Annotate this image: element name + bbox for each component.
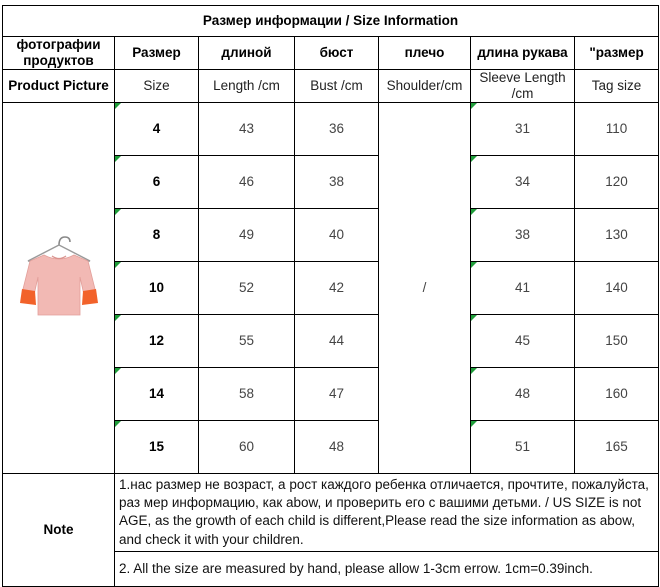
header-ru-size: Размер (115, 37, 199, 70)
header-ru-picture: фотографии продуктов (3, 37, 115, 70)
note-text-1: 1.нас размер не возраст, а рост каждого ребенка отличается, прочтите, пожалуйста, раз мер информацию, как abow, и проверить его с вашими детьми. / US SIZE is not AGE, as the growth of each child is different,Please read the size information as abow, and check it with your children. (115, 474, 659, 552)
size-cell: 4 (115, 103, 199, 156)
tag-cell: 160 (575, 368, 659, 421)
sleeve-cell: 41 (471, 262, 575, 315)
bust-cell: 48 (295, 421, 379, 474)
header-ru-length: длиной (199, 37, 295, 70)
bust-cell: 38 (295, 156, 379, 209)
note-text-2: 2. All the size are measured by hand, please allow 1-3cm errow. 1cm=0.39inch. (115, 551, 659, 586)
pink-sweater-on-hanger-icon (14, 231, 104, 341)
sweater-body-icon (22, 255, 96, 315)
note-label: Note (3, 474, 115, 587)
tag-cell: 140 (575, 262, 659, 315)
length-cell: 60 (199, 421, 295, 474)
table-row (3, 103, 659, 156)
sleeve-cell: 48 (471, 368, 575, 421)
size-cell: 12 (115, 315, 199, 368)
sleeve-cell: 34 (471, 156, 575, 209)
bust-cell: 36 (295, 103, 379, 156)
header-en-length: Length /cm (199, 70, 295, 103)
length-cell: 49 (199, 209, 295, 262)
sleeve-cell: 51 (471, 421, 575, 474)
length-cell: 58 (199, 368, 295, 421)
note-row (3, 474, 659, 552)
header-en-shoulder: Shoulder/cm (379, 70, 471, 103)
bust-cell: 44 (295, 315, 379, 368)
length-cell: 43 (199, 103, 295, 156)
length-cell: 52 (199, 262, 295, 315)
header-row-russian (3, 37, 659, 70)
right-cuff-icon (82, 289, 98, 305)
header-ru-bust: бюст (295, 37, 379, 70)
tag-cell: 130 (575, 209, 659, 262)
hanger-hook-icon (59, 237, 70, 245)
header-en-tag: Tag size (575, 70, 659, 103)
tag-cell: 150 (575, 315, 659, 368)
header-en-picture: Product Picture (3, 70, 115, 103)
tag-cell: 120 (575, 156, 659, 209)
size-cell: 15 (115, 421, 199, 474)
bust-cell: 47 (295, 368, 379, 421)
sweater-collar-icon (52, 256, 66, 259)
header-en-size: Size (115, 70, 199, 103)
size-cell: 6 (115, 156, 199, 209)
header-en-sleeve: Sleeve Length /cm (471, 70, 575, 103)
bust-cell: 42 (295, 262, 379, 315)
size-cell: 14 (115, 368, 199, 421)
shoulder-cell: / (379, 103, 471, 474)
header-ru-tag: "размер (575, 37, 659, 70)
left-cuff-icon (20, 289, 36, 305)
size-table (2, 5, 659, 587)
product-picture (3, 103, 115, 474)
sleeve-cell: 45 (471, 315, 575, 368)
header-ru-shoulder: плечо (379, 37, 471, 70)
bust-cell: 40 (295, 209, 379, 262)
header-en-bust: Bust /cm (295, 70, 379, 103)
length-cell: 46 (199, 156, 295, 209)
sleeve-cell: 38 (471, 209, 575, 262)
tag-cell: 110 (575, 103, 659, 156)
header-row-english (3, 70, 659, 103)
length-cell: 55 (199, 315, 295, 368)
table-title: Размер информации / Size Information (3, 6, 659, 37)
size-cell: 10 (115, 262, 199, 315)
size-cell: 8 (115, 209, 199, 262)
sleeve-cell: 31 (471, 103, 575, 156)
header-ru-sleeve: длина рукава (471, 37, 575, 70)
tag-cell: 165 (575, 421, 659, 474)
